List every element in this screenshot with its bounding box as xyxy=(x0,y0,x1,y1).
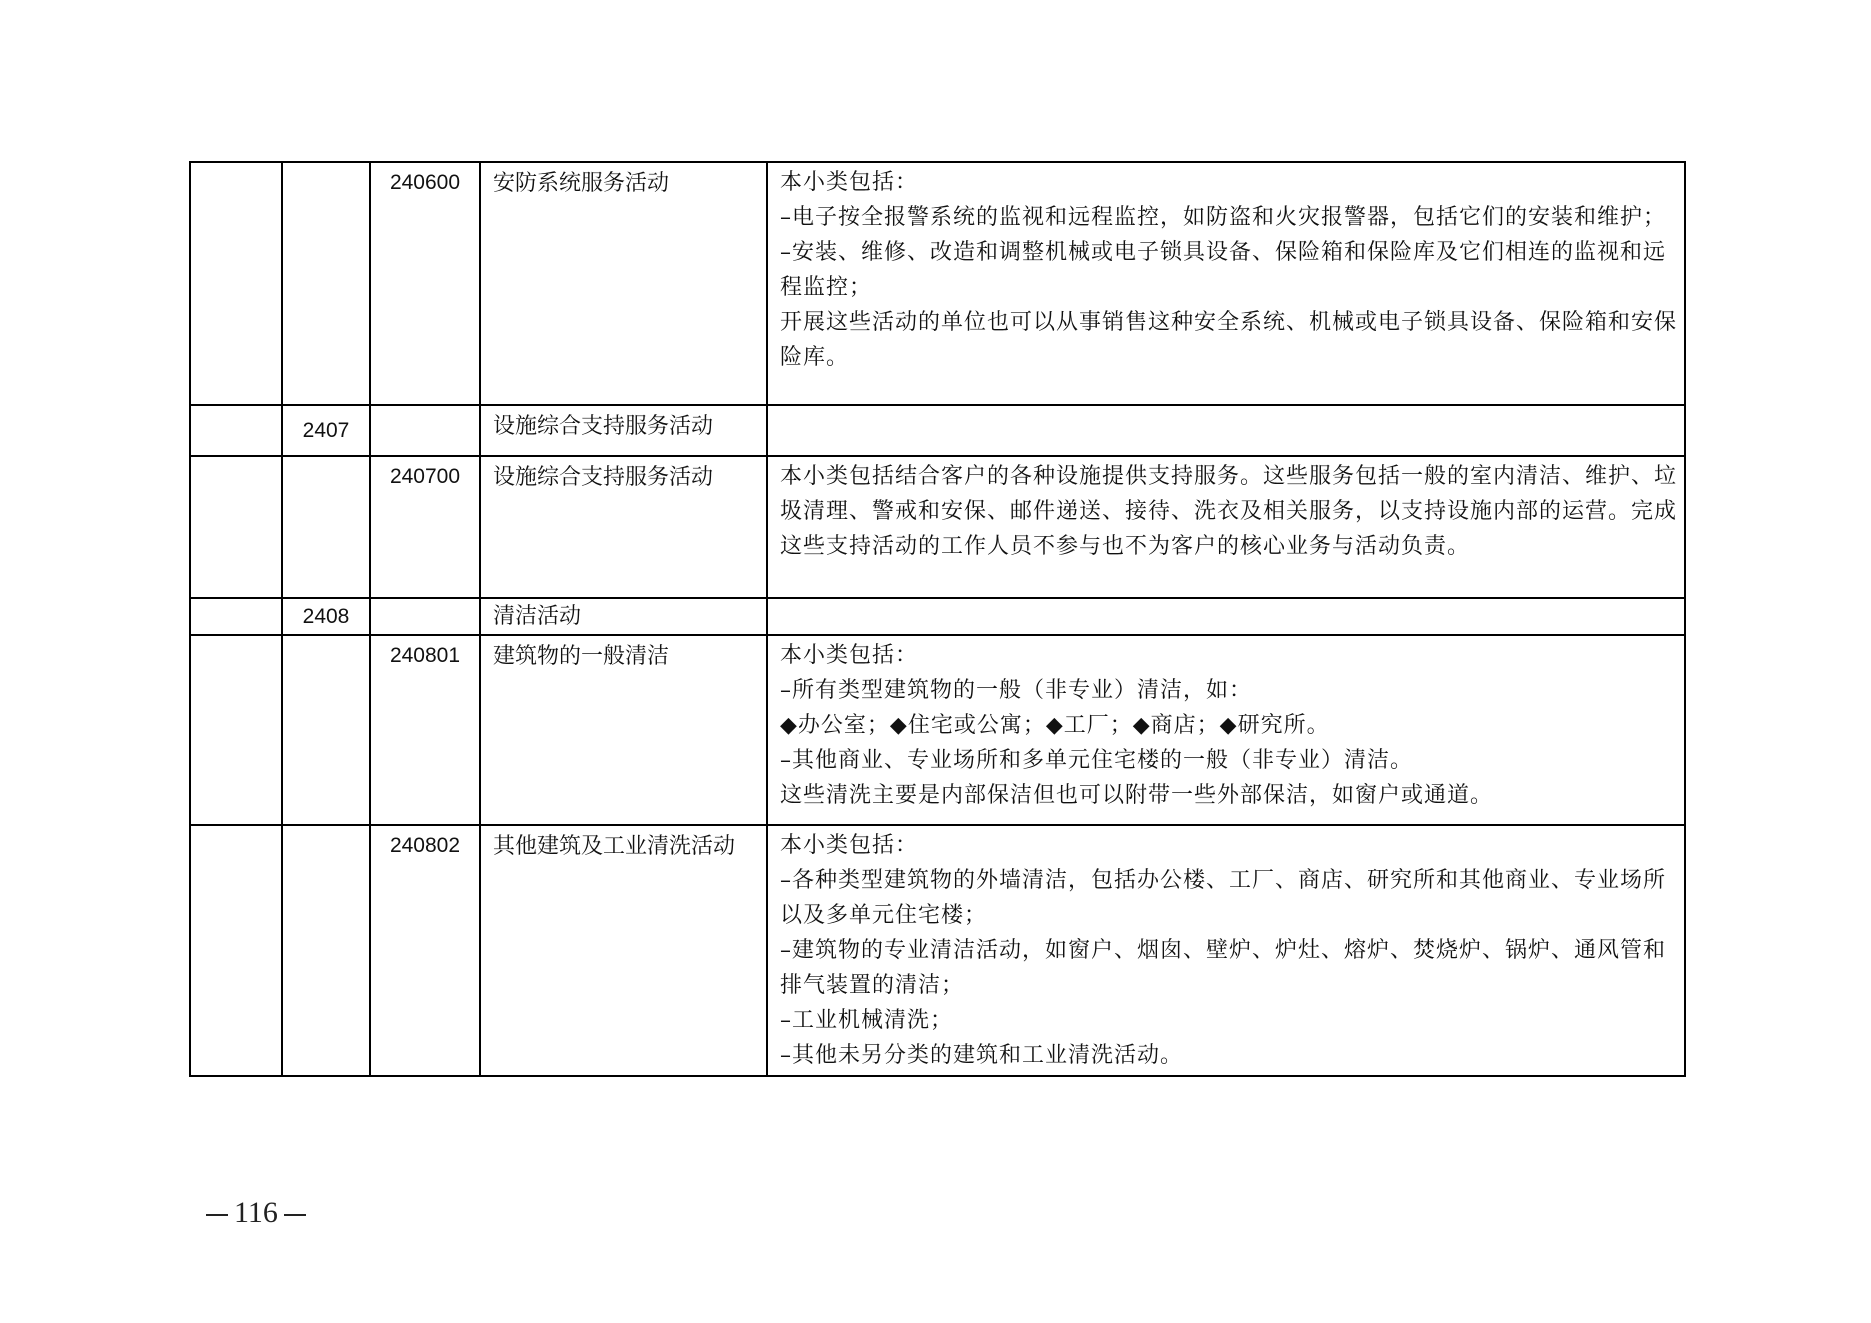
page-number-dash-right xyxy=(284,1214,306,1216)
description-cell xyxy=(767,405,1685,456)
description-line: 这些清洗主要是内部保洁但也可以附带一些外部保洁，如窗户或通道。 xyxy=(780,783,1494,808)
minor-code-cell: 2407 xyxy=(282,405,370,456)
description-line: ◆办公室；◆住宅或公寓；◆工厂；◆商店；◆研究所。 xyxy=(780,713,1330,738)
table-row xyxy=(190,162,1685,405)
major-cell xyxy=(190,635,282,825)
category-name-cell: 建筑物的一般清洁 xyxy=(480,635,767,825)
table-row xyxy=(190,635,1685,825)
subclass-code-cell xyxy=(370,598,480,635)
minor-code-cell xyxy=(282,825,370,1076)
category-name-cell: 安防系统服务活动 xyxy=(480,162,767,405)
table-row xyxy=(190,405,1685,456)
description-line: –工业机械清洗； xyxy=(780,1008,954,1033)
classification-table xyxy=(189,161,1686,1077)
major-cell xyxy=(190,405,282,456)
page-number-text: 116 xyxy=(234,1196,278,1229)
category-name-cell: 其他建筑及工业清洗活动 xyxy=(480,825,767,1076)
description-line: –各种类型建筑物的外墙清洁，包括办公楼、工厂、商店、研究所和其他商业、专业场所以及多单元住宅楼； xyxy=(780,868,1667,928)
table-row xyxy=(190,598,1685,635)
subclass-code-cell: 240802 xyxy=(370,825,480,1076)
major-cell xyxy=(190,598,282,635)
minor-code-cell xyxy=(282,456,370,598)
major-cell xyxy=(190,162,282,405)
description-cell xyxy=(767,825,1685,1076)
description-cell xyxy=(767,162,1685,405)
description-line: 本小类包括： xyxy=(780,833,919,858)
description-cell xyxy=(767,456,1685,598)
page-number-dash-left xyxy=(206,1214,228,1216)
description-line: –所有类型建筑物的一般（非专业）清洁，如： xyxy=(780,678,1253,703)
description-line: –建筑物的专业清洁活动，如窗户、烟囱、壁炉、炉灶、熔炉、焚烧炉、锅炉、通风管和排气装置的清洁； xyxy=(780,938,1667,998)
category-name-cell: 设施综合支持服务活动 xyxy=(480,456,767,598)
page-number xyxy=(200,1196,312,1230)
subclass-code-cell xyxy=(370,405,480,456)
description-line: 开展这些活动的单位也可以从事销售这种安全系统、机械或电子锁具设备、保险箱和安保险库。 xyxy=(780,310,1678,370)
description-line: 本小类包括： xyxy=(780,170,919,195)
minor-code-cell: 2408 xyxy=(282,598,370,635)
description-line: –电子按全报警系统的监视和远程监控，如防盗和火灾报警器，包括它们的安装和维护； xyxy=(780,205,1667,230)
subclass-code-cell: 240801 xyxy=(370,635,480,825)
minor-code-cell xyxy=(282,635,370,825)
table-row xyxy=(190,825,1685,1076)
description-line: –安装、维修、改造和调整机械或电子锁具设备、保险箱和保险库及它们相连的监视和远程监控； xyxy=(780,240,1667,300)
description-cell xyxy=(767,635,1685,825)
category-name-cell: 设施综合支持服务活动 xyxy=(480,405,767,456)
minor-code-cell xyxy=(282,162,370,405)
table-body xyxy=(190,162,1685,1076)
description-cell xyxy=(767,598,1685,635)
major-cell xyxy=(190,825,282,1076)
description-line: 本小类包括： xyxy=(780,643,919,668)
description-line: –其他未另分类的建筑和工业清洗活动。 xyxy=(780,1043,1184,1068)
category-name-cell: 清洁活动 xyxy=(480,598,767,635)
major-cell xyxy=(190,456,282,598)
description-line: 本小类包括结合客户的各种设施提供支持服务。这些服务包括一般的室内清洁、维护、垃圾清理、警戒和安保、邮件递送、接待、洗衣及相关服务，以支持设施内部的运营。完成这些支持活动的工作人员不参与也不为客户的核心业务与活动负责。 xyxy=(780,464,1678,559)
subclass-code-cell: 240700 xyxy=(370,456,480,598)
description-line: –其他商业、专业场所和多单元住宅楼的一般（非专业）清洁。 xyxy=(780,748,1414,773)
table-row xyxy=(190,456,1685,598)
subclass-code-cell: 240600 xyxy=(370,162,480,405)
